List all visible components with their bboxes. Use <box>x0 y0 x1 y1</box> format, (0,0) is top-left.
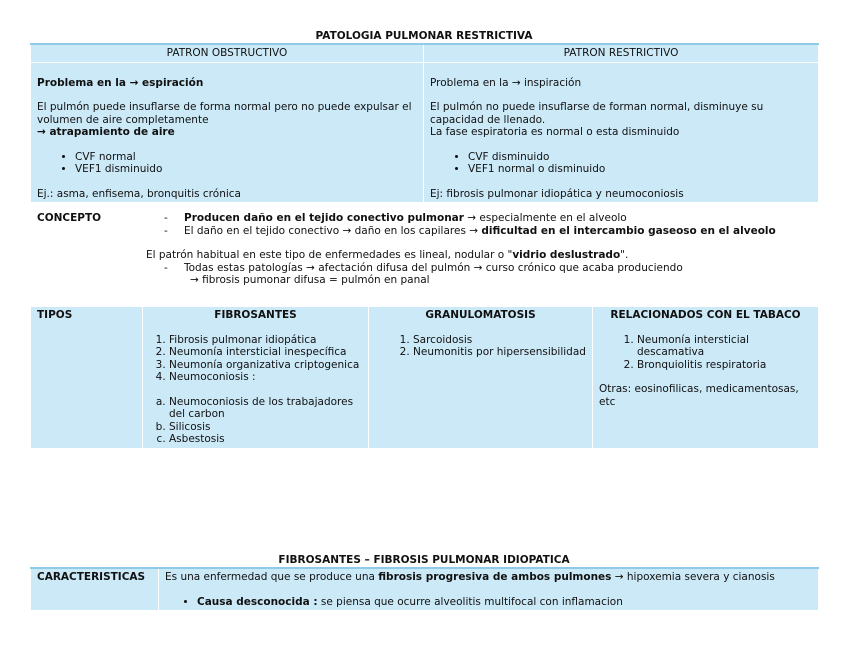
fibrosantes-cell <box>143 307 369 449</box>
restrictive-header: PATRON RESTRICTIVO <box>424 44 819 62</box>
list-item <box>197 596 812 609</box>
fibrosantes-list <box>149 334 362 384</box>
concepto-d3b: → fibrosis pumonar difusa = pulmón en panal <box>190 274 430 286</box>
list-item: 1. Fibrosis pulmonar idiopática <box>169 334 362 347</box>
concepto-d2-pre: El daño en el tejido conectivo → daño en los capilares → <box>184 224 482 237</box>
obstructive-list <box>37 151 417 176</box>
concepto-d1-bold: Producen daño en el tejido conectivo pulmonar <box>184 212 464 224</box>
concepto-p-bold: vidrio deslustrado <box>512 249 621 261</box>
list-item: c. Asbestosis <box>169 433 362 446</box>
list-item: 2. Neumonía intersticial inespecífica <box>169 346 362 359</box>
list-item: 1. Neumonía intersticial descamativa <box>637 334 812 359</box>
obstructive-desc-2: → atrapamiento de aire <box>37 126 175 138</box>
obstructive-problem: Problema en la → espiración <box>37 76 204 89</box>
obstructive-example: Ej.: asma, enfisema, bronquitis crónica <box>37 187 241 200</box>
list-item <box>164 262 812 287</box>
granulomatosis-header: GRANULOMATOSIS <box>425 309 536 321</box>
list-item: 1. Sarcoidosis <box>413 334 586 347</box>
concepto-label: CONCEPTO <box>31 210 143 290</box>
obstructive-desc: El pulmón puede insuflarse de forma normal pero no puede expulsar el volumen de aire completamente <box>37 101 412 126</box>
restrictive-list <box>430 151 812 176</box>
restrictive-desc: El pulmón no puede insuflarse de forman normal, disminuye su capacidad de llenado. <box>430 101 764 126</box>
section-title: PATOLOGIA PULMONAR RESTRICTIVA <box>315 30 533 42</box>
neumoconiosis-list <box>149 396 362 446</box>
list-item <box>164 225 812 238</box>
concepto-dash-list <box>146 212 812 237</box>
tipos-table <box>30 306 819 449</box>
list-item <box>164 212 812 225</box>
restrictive-example: Ej: fibrosis pulmonar idiopática y neumoconiosis <box>430 187 684 200</box>
list-item: • VEF1 disminuido <box>75 163 417 176</box>
concepto-paragraph <box>146 249 812 262</box>
caracteristicas-table <box>30 567 819 611</box>
tabaco-cell <box>593 307 819 449</box>
restrictive-problem: Problema en la → inspiración <box>430 76 582 89</box>
concepto-p-pre: El patrón habitual en este tipo de enfermedades es lineal, nodular o " <box>146 249 513 261</box>
caract-p-bold: fibrosis progresiva de ambos pulmones <box>378 571 612 583</box>
list-item: 2. Bronquiolitis respiratoria <box>637 359 812 372</box>
caract-b-bold: Causa desconocida : <box>197 595 318 608</box>
caract-p-post: → hipoxemia severa y cianosis <box>611 571 775 583</box>
caracteristicas-paragraph <box>165 571 812 584</box>
list-item: • CVF disminuido <box>468 151 812 164</box>
list-item: 3. Neumonía organizativa criptogenica <box>169 359 362 372</box>
caract-b-rest: se piensa que ocurre alveolitis multifocal con inflamacion <box>317 595 623 608</box>
list-item: 2. Neumonitis por hipersensibilidad <box>413 346 586 359</box>
concepto-dash-list-2 <box>146 262 812 287</box>
restrictive-desc-2: La fase espiratoria es normal o esta disminuido <box>430 126 680 138</box>
list-item: b. Silicosis <box>169 421 362 434</box>
list-item: 4. Neumoconiosis : <box>169 371 362 384</box>
caracteristicas-label: CARACTERISTICAS <box>31 568 159 611</box>
list-item: a. Neumoconiosis de los trabajadores del carbon <box>169 396 362 421</box>
granulomatosis-cell <box>369 307 593 449</box>
concepto-cell <box>143 210 819 290</box>
granulomatosis-list <box>375 334 586 359</box>
tabaco-header: RELACIONADOS CON EL TABACO <box>610 309 801 321</box>
restrictive-cell <box>424 62 819 203</box>
list-item: • CVF normal <box>75 151 417 164</box>
caracteristicas-list <box>165 596 812 609</box>
section-title-2: FIBROSANTES – FIBROSIS PULMONAR IDIOPATICA <box>278 554 570 566</box>
list-item: • VEF1 normal o disminuido <box>468 163 812 176</box>
fibrosantes-header: FIBROSANTES <box>214 309 297 321</box>
tabaco-otras: Otras: eosinofilicas, medicamentosas, etc <box>599 383 799 408</box>
comparison-table <box>30 43 819 203</box>
concepto-p-post: ". <box>620 249 629 261</box>
tabaco-list <box>599 334 812 372</box>
tipos-label: TIPOS <box>31 307 143 449</box>
concepto-d3: Todas estas patologías → afectación difusa del pulmón → curso crónico que acaba produciendo <box>184 261 683 274</box>
obstructive-header: PATRON OBSTRUCTIVO <box>31 44 424 62</box>
obstructive-cell <box>31 62 424 203</box>
caracteristicas-cell <box>159 568 819 611</box>
caract-p-pre: Es una enfermedad que se produce una <box>165 571 379 583</box>
concepto-d1-rest: → especialmente en el alveolo <box>463 212 627 224</box>
concepto-d2-bold: dificultad en el intercambio gaseoso en el alveolo <box>481 224 776 237</box>
concepto-table <box>30 209 819 290</box>
